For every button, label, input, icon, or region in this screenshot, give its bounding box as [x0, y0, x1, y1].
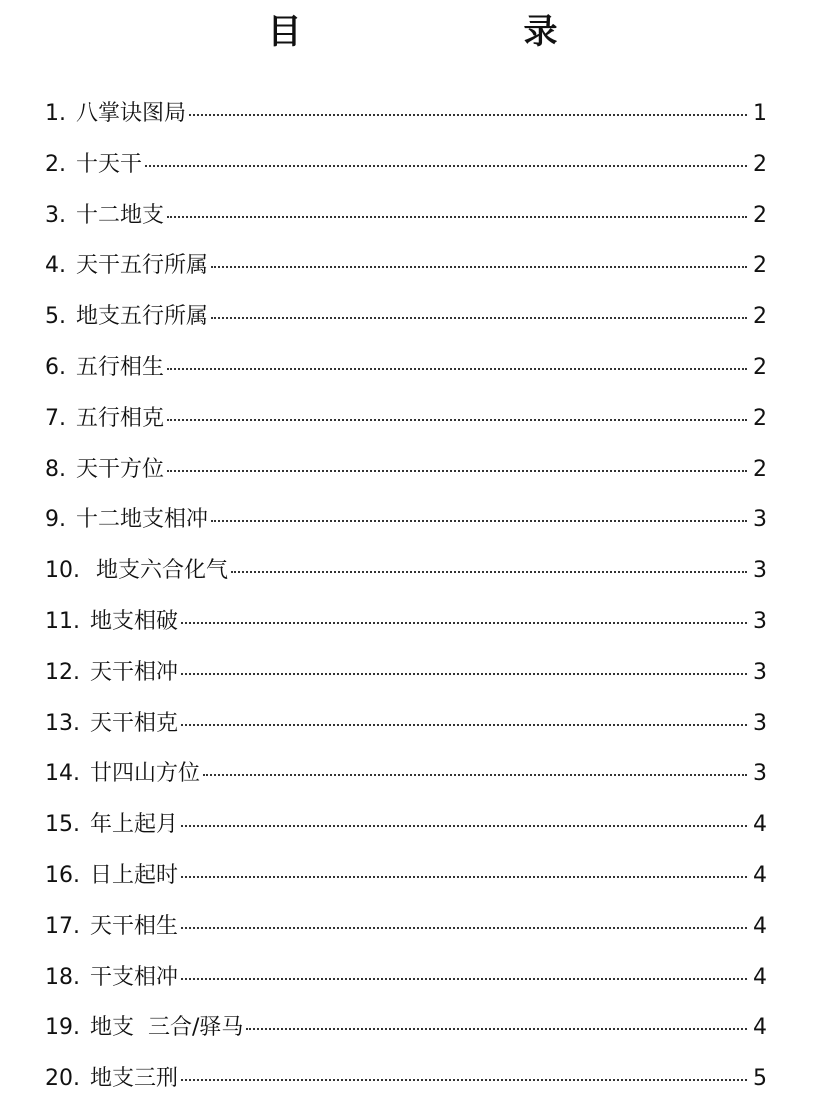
entry-page: 3: [753, 761, 767, 787]
entry-number: 20.: [45, 1066, 80, 1092]
toc-entry[interactable]: [45, 754, 767, 805]
toc-entry[interactable]: [45, 399, 767, 450]
toc-entry[interactable]: [45, 94, 767, 145]
entry-number: 9.: [45, 507, 66, 533]
entry-title: 天干相冲: [90, 659, 179, 685]
entry-page: 5: [753, 1066, 767, 1092]
entry-title: 天干方位: [76, 456, 165, 482]
entry-number: 16.: [45, 862, 80, 888]
entry-number: 17.: [45, 913, 80, 939]
dot-leader: [167, 216, 747, 218]
entry-title: 天干相生: [90, 913, 179, 939]
entry-page: 3: [753, 558, 767, 584]
toc-entry[interactable]: [45, 805, 767, 856]
entry-title: 天干五行所属: [76, 253, 209, 279]
toc-entry[interactable]: [45, 653, 767, 704]
entry-page: 4: [753, 964, 767, 990]
table-of-contents: [45, 94, 767, 1110]
entry-page: 3: [753, 507, 767, 533]
entry-number: 18.: [45, 964, 80, 990]
entry-title: 五行相生: [76, 354, 165, 380]
entry-page: 3: [753, 608, 767, 634]
dot-leader: [231, 571, 747, 573]
entry-title: 地支 三合/驿马: [90, 1015, 244, 1041]
toc-entry[interactable]: [45, 348, 767, 399]
page-title: 目 录: [267, 12, 652, 52]
entry-number: 7.: [45, 405, 66, 431]
dot-leader: [167, 368, 747, 370]
entry-title: 干支相冲: [90, 964, 179, 990]
entry-page: 4: [753, 913, 767, 939]
entry-page: 4: [753, 812, 767, 838]
entry-title: 年上起月: [90, 812, 179, 838]
dot-leader: [181, 825, 747, 827]
entry-number: 19.: [45, 1015, 80, 1041]
toc-entry[interactable]: [45, 704, 767, 755]
entry-page: 2: [753, 456, 767, 482]
dot-leader: [211, 317, 747, 319]
dot-leader: [181, 622, 747, 624]
toc-entry[interactable]: [45, 856, 767, 907]
entry-number: 12.: [45, 659, 80, 685]
entry-title: 十二地支: [76, 202, 165, 228]
entry-title: 十天干: [76, 151, 143, 177]
entry-page: 2: [753, 405, 767, 431]
entry-title: 地支五行所属: [76, 304, 209, 330]
entry-page: 3: [753, 710, 767, 736]
entry-number: 2.: [45, 151, 66, 177]
entry-title: 日上起时: [90, 862, 179, 888]
dot-leader: [181, 673, 747, 675]
entry-number: 3.: [45, 202, 66, 228]
entry-title: 十二地支相冲: [76, 507, 209, 533]
entry-title: 八掌诀图局: [76, 101, 187, 126]
entry-title: 天干相克: [90, 710, 179, 736]
toc-entry[interactable]: [45, 602, 767, 653]
dot-leader: [203, 774, 747, 776]
dot-leader: [181, 1079, 747, 1081]
entry-title: 地支六合化气: [96, 558, 229, 584]
entry-number: 10.: [45, 558, 80, 584]
toc-entry[interactable]: [45, 1059, 767, 1110]
toc-entry[interactable]: [45, 500, 767, 551]
entry-title: 地支相破: [90, 608, 179, 634]
entry-number: 6.: [45, 354, 66, 380]
toc-entry[interactable]: [45, 958, 767, 1009]
entry-number: 15.: [45, 812, 80, 838]
entry-page: 2: [753, 253, 767, 279]
entry-number: 8.: [45, 456, 66, 482]
toc-entry[interactable]: [45, 145, 767, 196]
toc-entry[interactable]: [45, 907, 767, 958]
dot-leader: [189, 114, 747, 116]
toc-entry[interactable]: [45, 196, 767, 247]
entry-page: 2: [753, 304, 767, 330]
entry-title: 廿四山方位: [90, 761, 201, 787]
dot-leader: [181, 927, 747, 929]
entry-number: 14.: [45, 761, 80, 787]
entry-title: 地支三刑: [90, 1066, 179, 1092]
dot-leader: [145, 165, 747, 167]
toc-entry[interactable]: [45, 297, 767, 348]
toc-entry[interactable]: [45, 551, 767, 602]
entry-page: 3: [753, 659, 767, 685]
entry-title: 五行相克: [76, 405, 165, 431]
toc-entry[interactable]: [45, 246, 767, 297]
dot-leader: [181, 724, 747, 726]
entry-page: 1: [753, 101, 767, 126]
dot-leader: [211, 266, 747, 268]
dot-leader: [167, 470, 747, 472]
entry-number: 13.: [45, 710, 80, 736]
entry-number: 5.: [45, 304, 66, 330]
entry-number: 11.: [45, 608, 80, 634]
toc-entry[interactable]: [45, 1008, 767, 1059]
entry-page: 4: [753, 862, 767, 888]
dot-leader: [181, 876, 747, 878]
entry-page: 4: [753, 1015, 767, 1041]
toc-entry[interactable]: [45, 450, 767, 501]
dot-leader: [246, 1028, 747, 1030]
entry-number: 4.: [45, 253, 66, 279]
entry-page: 2: [753, 151, 767, 177]
entry-number: 1.: [45, 101, 66, 126]
entry-page: 2: [753, 202, 767, 228]
dot-leader: [181, 978, 747, 980]
entry-page: 2: [753, 354, 767, 380]
dot-leader: [167, 419, 747, 421]
dot-leader: [211, 520, 747, 522]
